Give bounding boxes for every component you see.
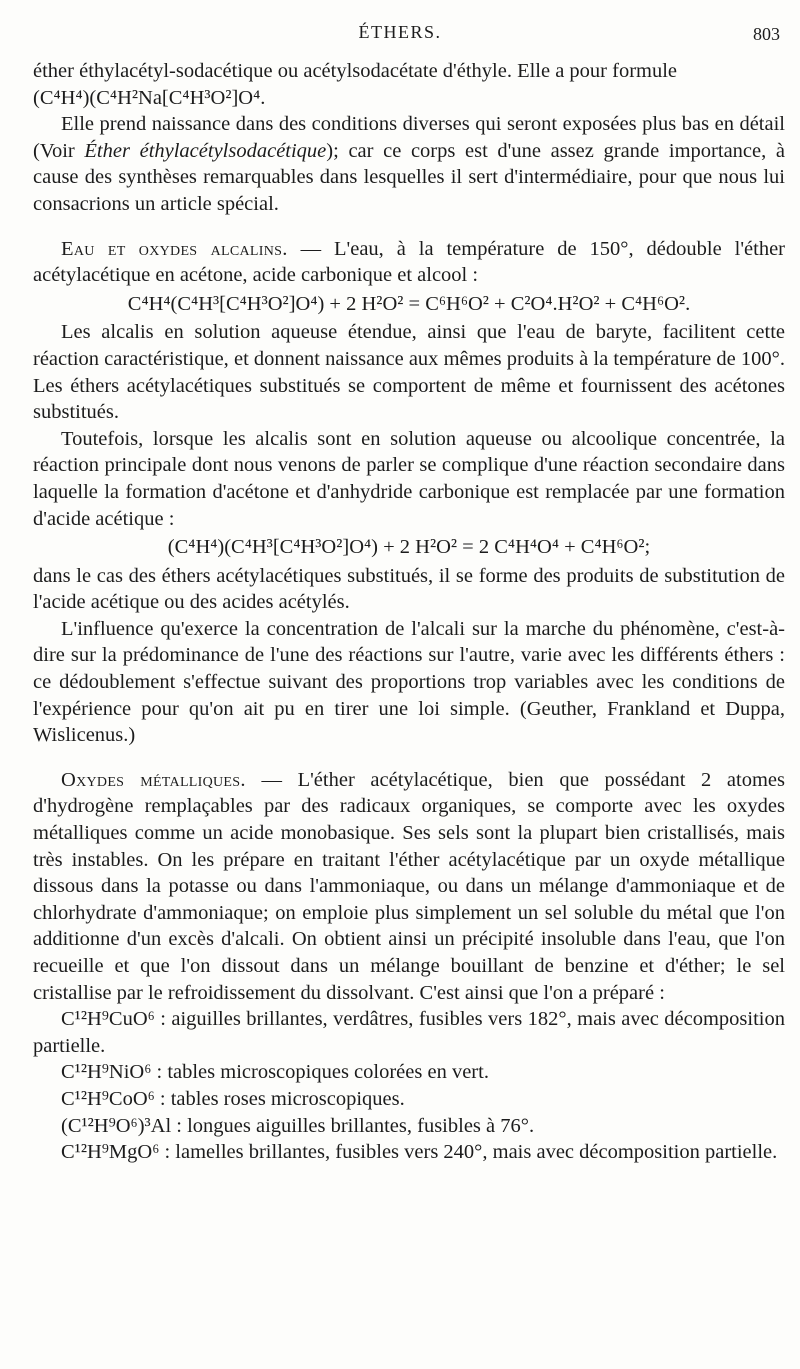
list-item: C¹²H⁹NiO⁶ : tables microscopiques colorées en vert. (61, 1061, 489, 1084)
paragraph-substituted: dans le cas des éthers acétylacétiques substitués, il se forme des produits de substitution de l'acide acétique ou des acides acétylés. (33, 564, 785, 614)
section-metallic-oxides: Oxydes métalliques. — L'éther acétylacétique, bien que possédant 2 atomes d'hydrogène remplaçables par des radicaux organiques, se comporte avec les oxydes métalliques comme un acide monobasique. Ses sels sont la plupart bien cristallisés, mais très instables. On les prépare en traitant l'éther acétylacétique par un oxyde métallique dissous dans la potasse ou dans l'ammoniaque, ou dans un mélange d'ammoniaque et de chlorhydrate d'ammoniaque; on emploie plus simplement un sel soluble du métal que l'on additionne d'un excès d'alcali. On obtient ainsi un précipité insoluble dans l'eau, que l'on recueille et que l'on dissout dans un mélange bouillant de benzine et d'éther; le sel cristallise par le refroidissement du dissolvant. C'est ainsi que l'on a préparé : (33, 768, 785, 1004)
page-header (0, 22, 800, 48)
section-water-alkaline-oxides: Eau et oxydes alcalins. — L'eau, à la température de 150°, dédouble l'éther acétylacétique en acétone, acide carbonique et alcool : (33, 237, 785, 287)
paragraph-alkalis: Les alcalis en solution aqueuse étendue, ainsi que l'eau de baryte, facilitent cette réaction caractéristique, et donnent naissance aux mêmes produits à la température de 100°. Les éthers acétylacétiques substitués se comportent de même et fournissent des acétones substitués. (33, 321, 785, 424)
section-heading: Oxydes métalliques. (61, 768, 246, 791)
paragraph-origin: Elle prend naissance dans des conditions diverses qui seront exposées plus bas en détail (Voir Éther éthylacétylsodacétique); car ce corps est d'une assez grande importance, à cause des synthèses remarquables dans lesquelles il sert d'intermédiaire, pour que nous lui consacrions un article spécial. (33, 113, 785, 215)
formula-inline: (C⁴H⁴)(C⁴H²Na[C⁴H³O²]O⁴. (33, 86, 266, 109)
list-item: C¹²H⁹CuO⁶ : aiguilles brillantes, verdâtres, fusibles vers 182°, mais avec décomposition partielle. (33, 1008, 785, 1057)
page-number: 803 (753, 24, 780, 44)
paragraph-intro: éther éthylacétyl-sodacétique ou acétylsodacétate d'éthyle. Elle a pour formule (C⁴H⁴)(C⁴H²Na[C⁴H³O²]O⁴. (33, 60, 678, 109)
paragraph-concentrated: Toutefois, lorsque les alcalis sont en solution aqueuse ou alcoolique concentrée, la réaction principale dont nous venons de parler se complique d'une réaction secondaire dans laquelle la formation d'acétone et d'anhydride carbonique est remplacée par une formation d'acide acétique : (33, 427, 785, 530)
reaction-equation-2: (C⁴H⁴)(C⁴H³[C⁴H³O²]O⁴) + 2 H²O² = 2 C⁴H⁴O⁴ + C⁴H⁶O²; (167, 536, 651, 559)
running-title: ÉTHERS. (358, 22, 442, 42)
paragraph-influence: L'influence qu'exerce la concentration de l'alcali sur la marche du phénomène, c'est-à-dire sur la prédominance de l'une des réactions sur l'autre, varie avec les différents éthers : ce dédoublement s'effectue suivant des proportions trop variables avec les conditions de l'expérience pour qu'on ait pu en tirer une loi simple. (Geuther, Frankland et Duppa, Wislicenus.) (33, 617, 785, 747)
reaction-equation-1: C⁴H⁴(C⁴H³[C⁴H³O²]O⁴) + 2 H²O² = C⁶H⁶O² + C²O⁴.H²O² + C⁴H⁶O². (127, 292, 691, 315)
list-item: (C¹²H⁹O⁶)³Al : longues aiguilles brillantes, fusibles à 76°. (61, 1114, 535, 1137)
list-item: C¹²H⁹MgO⁶ : lamelles brillantes, fusibles vers 240°, mais avec décomposition partielle. (61, 1141, 778, 1164)
cross-reference: Éther éthylacétylsodacétique (84, 139, 327, 162)
page-body (33, 58, 785, 1166)
list-item: C¹²H⁹CoO⁶ : tables roses microscopiques. (61, 1087, 405, 1110)
salt-list (33, 1006, 785, 1166)
section-heading: Eau et oxydes alcalins. (61, 237, 288, 260)
